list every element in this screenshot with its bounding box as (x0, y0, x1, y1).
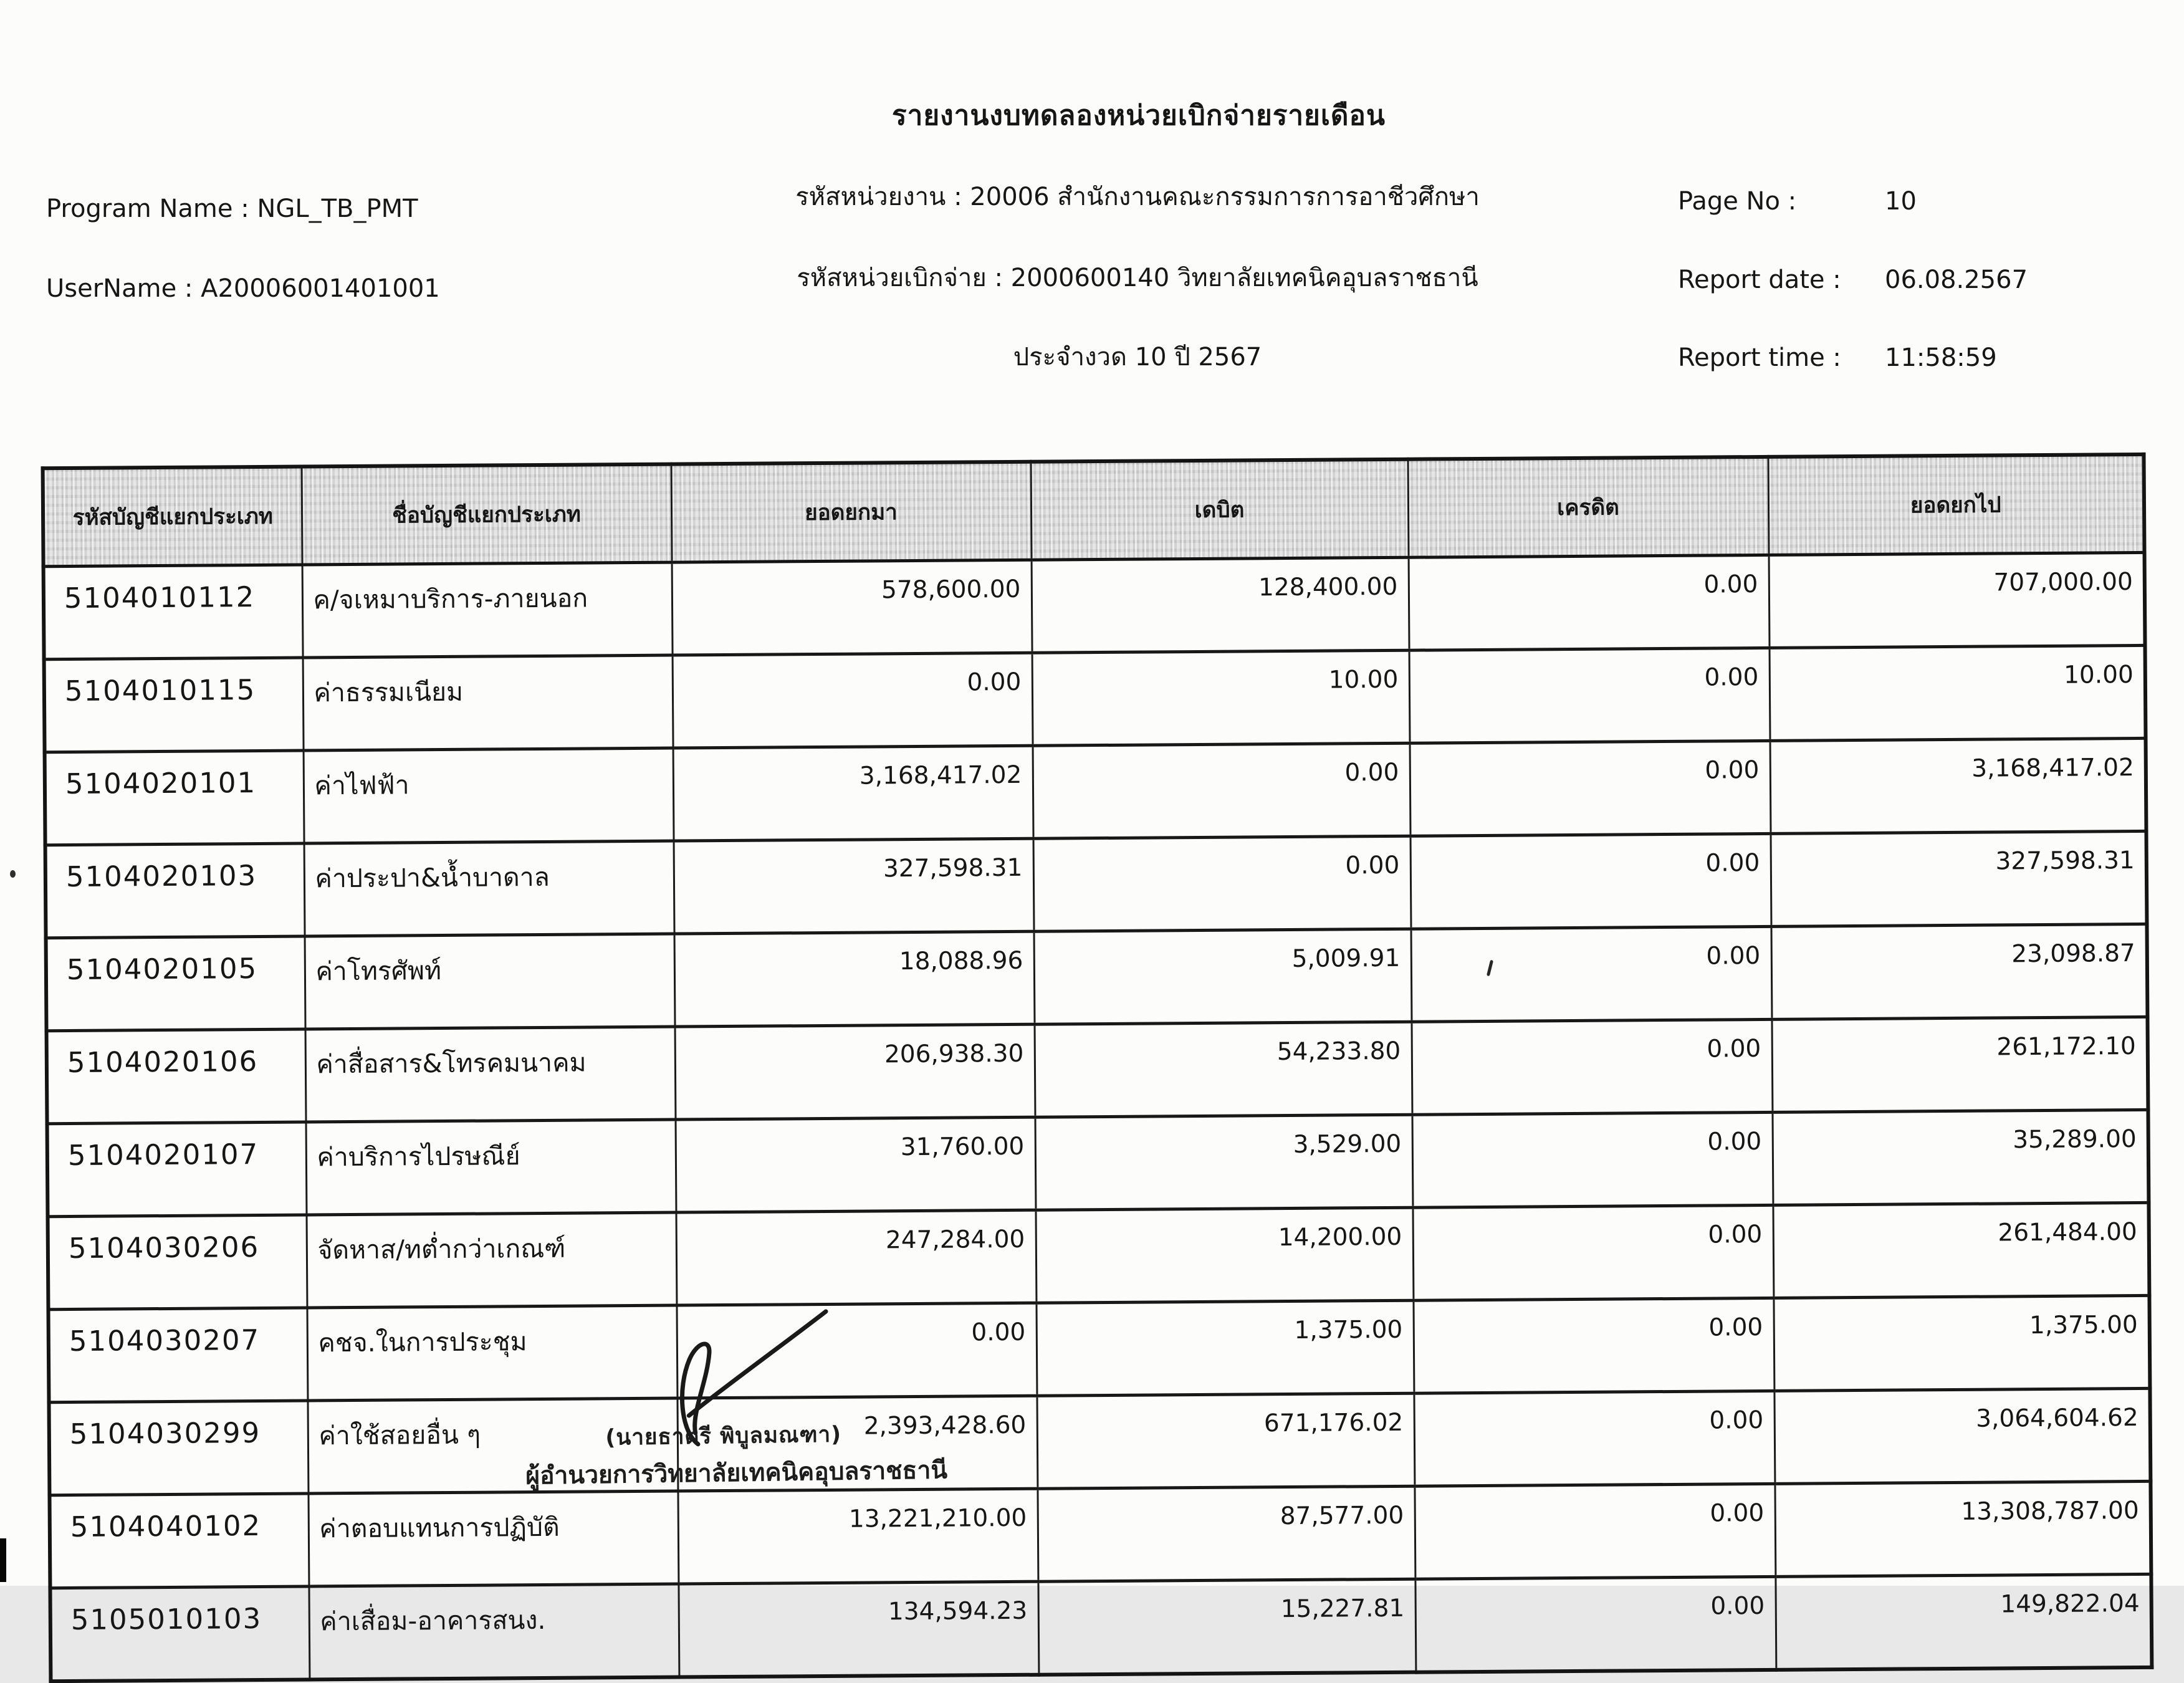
amount-cell: 3,168,417.02 (673, 746, 1033, 841)
amount-cell: 0.00 (1410, 741, 1771, 836)
amount-cell: 206,938.30 (675, 1024, 1035, 1120)
account-code-cell: 5104040102 (49, 1494, 309, 1588)
amount-cell: 707,000.00 (1769, 552, 2145, 648)
account-code-cell: 5104020106 (47, 1029, 306, 1124)
table-row (47, 1017, 2148, 1123)
amount-cell: 23,098.87 (1771, 924, 2147, 1019)
amount-cell: 0.00 (1409, 648, 1770, 743)
table-row (49, 1388, 2150, 1495)
account-name-cell: ค/จเหมาบริการ-ภายนอก (302, 562, 673, 658)
trial-balance-table (41, 453, 2154, 1683)
amount-cell: 327,598.31 (1770, 831, 2147, 926)
scan-artifact-dot (10, 870, 16, 878)
column-header: เดบิต (1031, 459, 1409, 560)
amount-cell: 3,168,417.02 (1770, 738, 2147, 833)
username-line: UserName : A20006001401001 (46, 274, 440, 303)
report-title: รายงานงบทดลองหน่วยเบิกจ่ายรายเดือน (892, 100, 1386, 132)
account-name-cell: จัดหาส/ทต่ำกว่าเกณฑ์ (307, 1212, 677, 1308)
report-date-label: Report date : (1678, 266, 1841, 294)
table-row (44, 552, 2145, 659)
signatory-name: (นายธาตรี พิบูลมณฑา) (605, 1422, 842, 1450)
table-row (46, 831, 2147, 937)
amount-cell: 13,308,787.00 (1775, 1481, 2151, 1576)
agency-code-line: รหัสหน่วยงาน : 20006 สำนักงานคณะกรรมการการอาชีวศึกษา (795, 183, 1480, 211)
amount-cell: 0.00 (1410, 833, 1771, 929)
column-header: รหัสบัญชีแยกประเภท (43, 467, 302, 567)
amount-cell: 35,289.00 (1772, 1110, 2148, 1205)
table-row (46, 924, 2148, 1030)
account-name-cell: ค่าประปา&น้ำบาดาล (304, 841, 674, 936)
account-code-cell: 5104020107 (47, 1122, 307, 1217)
amount-cell: 87,577.00 (1037, 1486, 1415, 1581)
page-no-label: Page No : (1678, 187, 1797, 216)
amount-cell: 0.00 (1415, 1576, 1776, 1672)
amount-cell: 0.00 (673, 653, 1033, 748)
account-code-cell: 5104010115 (44, 658, 304, 752)
page-no-value: 10 (1885, 187, 1917, 216)
amount-cell: 1,375.00 (1773, 1295, 2150, 1391)
table-row (44, 645, 2146, 752)
amount-cell: 0.00 (1033, 743, 1410, 838)
amount-cell: 0.00 (676, 1303, 1037, 1398)
program-name-line: Program Name : NGL_TB_PMT (46, 194, 418, 223)
signatory-position: ผู้อำนวยการวิทยาลัยเทคนิคอุบลราชธานี (525, 1456, 948, 1490)
amount-cell: 0.00 (1033, 836, 1411, 931)
account-name-cell: ค่าธรรมเนียม (303, 655, 673, 750)
amount-cell: 10.00 (1770, 645, 2146, 741)
amount-cell: 0.00 (1411, 1019, 1772, 1115)
amount-cell: 0.00 (1409, 555, 1770, 650)
amount-cell: 0.00 (1412, 1112, 1773, 1207)
amount-cell: 0.00 (1412, 1205, 1773, 1300)
table-row (48, 1295, 2150, 1402)
table-header-row (43, 454, 2145, 567)
table-row (48, 1202, 2150, 1309)
amount-cell: 14,200.00 (1035, 1207, 1413, 1303)
amount-cell: 128,400.00 (1032, 557, 1409, 653)
column-header: ยอดยกมา (671, 462, 1032, 562)
ledger-table (41, 453, 2154, 1683)
amount-cell: 671,176.02 (1037, 1393, 1414, 1489)
amount-cell: 5,009.91 (1034, 929, 1412, 1024)
column-header: ยอดยกไป (1768, 454, 2144, 555)
account-code-cell: 5104030206 (48, 1215, 307, 1310)
account-name-cell: ค่าบริการไปรษณีย์ (306, 1120, 676, 1215)
amount-cell: 0.00 (1413, 1298, 1774, 1393)
table-row (47, 1110, 2149, 1216)
account-name-cell: ค่าโทรศัพท์ (305, 934, 675, 1029)
amount-cell: 18,088.96 (674, 931, 1035, 1027)
table-row (45, 738, 2147, 845)
column-header: เครดิต (1407, 457, 1768, 557)
amount-cell: 54,233.80 (1034, 1022, 1412, 1117)
account-name-cell: ค่าใช้สอยอื่น ๆ (307, 1398, 678, 1494)
account-code-cell: 5104020105 (46, 936, 305, 1031)
amount-cell: 261,172.10 (1771, 1017, 2148, 1112)
column-header: ชื่อบัญชีแยกประเภท (302, 464, 672, 565)
account-code-cell: 5104020103 (46, 843, 305, 938)
account-name-cell: ค่าไฟฟ้า (304, 748, 674, 843)
amount-cell: 10.00 (1032, 650, 1410, 746)
account-code-cell: 5104010112 (44, 565, 303, 659)
amount-cell: 261,484.00 (1773, 1202, 2149, 1298)
amount-cell: 31,760.00 (675, 1117, 1035, 1212)
table-row (49, 1481, 2151, 1588)
scan-artifact-mark (0, 1538, 6, 1582)
amount-cell: 149,822.04 (1775, 1574, 2152, 1669)
amount-cell: 0.00 (1410, 926, 1771, 1022)
report-time-label: Report time : (1678, 343, 1841, 372)
period-line: ประจำงวด 10 ปี 2567 (1013, 343, 1262, 372)
report-time-value: 11:58:59 (1885, 343, 1997, 372)
disbursement-unit-line: รหัสหน่วยเบิกจ่าย : 2000600140 วิทยาลัยเทคนิคอุบลราชธานี (797, 264, 1478, 292)
account-name-cell: คชจ.ในการประชุม (307, 1305, 677, 1401)
amount-cell: 13,221,210.00 (678, 1489, 1038, 1584)
account-code-cell: 5104030207 (48, 1308, 307, 1402)
amount-cell: 0.00 (1414, 1391, 1775, 1486)
account-code-cell: 5104030299 (49, 1401, 308, 1495)
amount-cell: 327,598.31 (674, 838, 1034, 934)
amount-cell: 134,594.23 (678, 1581, 1038, 1677)
amount-cell: 2,393,428.60 (677, 1396, 1037, 1491)
account-name-cell: ค่าสื่อสาร&โทรคมนาคม (305, 1027, 676, 1122)
amount-cell: 0.00 (1414, 1484, 1775, 1579)
account-code-cell: 5104020101 (45, 750, 304, 845)
account-name-cell: ค่าเสื่อม-อาคารสนง. (309, 1584, 679, 1679)
amount-cell: 578,600.00 (672, 560, 1032, 655)
table-row (50, 1574, 2152, 1681)
amount-cell: 3,064,604.62 (1774, 1388, 2150, 1484)
amount-cell: 247,284.00 (676, 1210, 1036, 1305)
account-name-cell: ค่าตอบแทนการปฏิบัติ (308, 1491, 678, 1586)
amount-cell: 1,375.00 (1036, 1300, 1414, 1396)
report-date-value: 06.08.2567 (1885, 266, 2028, 294)
amount-cell: 15,227.81 (1038, 1579, 1415, 1675)
account-code-cell: 5105010103 (50, 1586, 309, 1681)
amount-cell: 3,529.00 (1035, 1115, 1412, 1210)
